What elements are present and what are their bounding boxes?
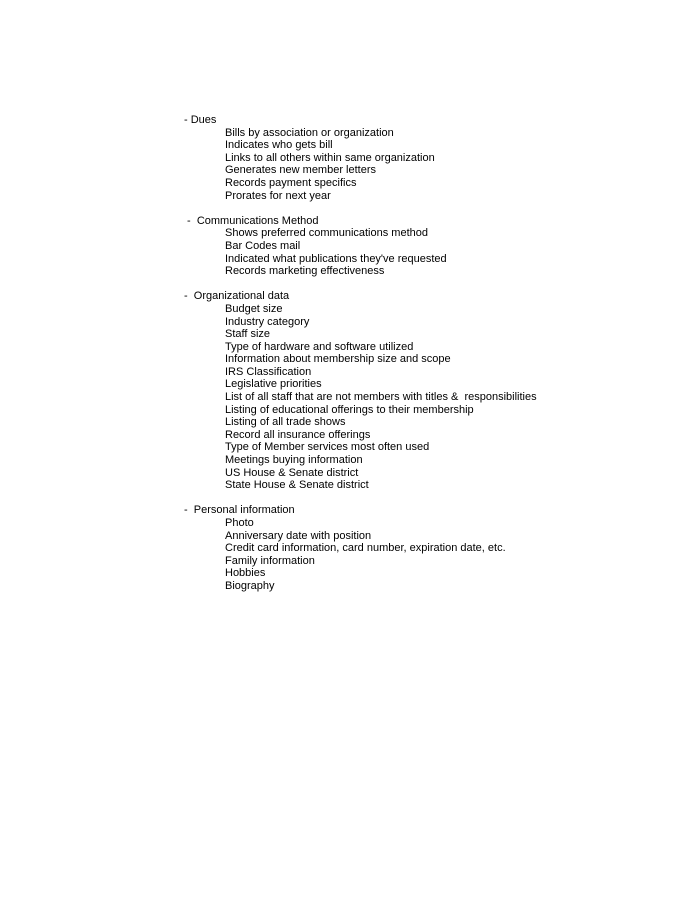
section-organizational-data bbox=[0, 290, 696, 492]
section-personal-information bbox=[0, 504, 696, 592]
section-heading: - Communications Method bbox=[184, 214, 319, 227]
list-item: Credit card information, card number, expiration date, etc. bbox=[225, 542, 506, 555]
list-item: Photo bbox=[225, 517, 254, 529]
list-item: Links to all others within same organization bbox=[225, 151, 435, 164]
list-item: Shows preferred communications method bbox=[225, 227, 428, 240]
list-item: Listing of all trade shows bbox=[225, 416, 346, 429]
section-heading: - Personal information bbox=[184, 504, 295, 517]
list-item: Hobbies bbox=[225, 567, 266, 580]
section-dues bbox=[0, 114, 696, 202]
list-item: Records payment specifics bbox=[225, 176, 357, 189]
list-item: US House & Senate district bbox=[225, 466, 359, 479]
list-item: Listing of educational offerings to their membership bbox=[225, 403, 474, 416]
list-item: Anniversary date with position bbox=[225, 529, 372, 542]
list-item: Legislative priorities bbox=[225, 378, 322, 391]
list-item: Industry category bbox=[225, 315, 310, 328]
list-item: Indicated what publications they've requested bbox=[225, 252, 447, 265]
list-item: Budget size bbox=[225, 302, 283, 315]
list-item: Bar Codes mail bbox=[225, 239, 301, 252]
list-item: Bills by association or organization bbox=[225, 126, 394, 139]
list-item: Record all insurance offerings bbox=[225, 428, 371, 441]
list-item: Family information bbox=[225, 554, 315, 567]
list-item: Meetings buying information bbox=[225, 454, 363, 467]
section-heading: - Organizational data bbox=[184, 290, 290, 303]
list-item: Generates new member letters bbox=[225, 164, 377, 177]
list-item: Records marketing effectiveness bbox=[225, 265, 385, 278]
list-item: Biography bbox=[225, 579, 275, 592]
document-page bbox=[0, 114, 696, 605]
section-communications-method bbox=[0, 215, 696, 278]
list-item: Type of hardware and software utilized bbox=[225, 340, 414, 353]
list-item: Information about membership size and scope bbox=[225, 353, 451, 366]
list-item: Prorates for next year bbox=[225, 189, 331, 202]
list-item: List of all staff that are not members with titles & responsibilities bbox=[225, 391, 537, 404]
list-item: Staff size bbox=[225, 328, 271, 341]
list-item: Indicates who gets bill bbox=[225, 139, 333, 152]
list-item: IRS Classification bbox=[225, 365, 312, 378]
list-item: State House & Senate district bbox=[225, 479, 369, 492]
list-item: Type of Member services most often used bbox=[225, 441, 430, 454]
section-heading: - Dues bbox=[184, 114, 217, 126]
